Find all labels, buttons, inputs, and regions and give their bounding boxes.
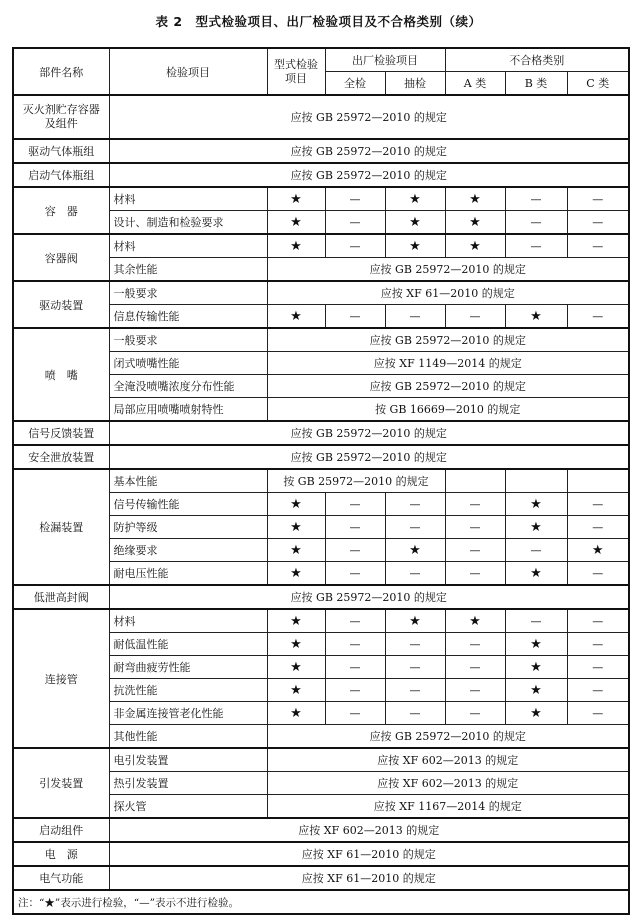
span-cell: 应按 GB 25972—2010 的规定	[267, 258, 629, 282]
mark: ★	[385, 609, 445, 633]
part-name: 启动气体瓶组	[13, 163, 109, 187]
mark: ★	[267, 305, 325, 329]
part-name: 电 源	[13, 842, 109, 866]
mark: —	[385, 516, 445, 539]
mark: —	[505, 539, 567, 562]
mark: ★	[505, 305, 567, 329]
item-name: 探火管	[109, 795, 267, 819]
mark: —	[325, 493, 385, 516]
mark: —	[325, 305, 385, 329]
part-name: 电气功能	[13, 866, 109, 890]
part-name: 引发装置	[13, 748, 109, 818]
item-name: 材料	[109, 234, 267, 258]
mark: ★	[267, 679, 325, 702]
mark: —	[505, 609, 567, 633]
item-name: 抗洗性能	[109, 679, 267, 702]
mark: ★	[267, 656, 325, 679]
item-name: 信息传输性能	[109, 305, 267, 329]
mark: ★	[505, 702, 567, 725]
item-name: 材料	[109, 609, 267, 633]
mark: ★	[445, 609, 505, 633]
mark: ★	[505, 493, 567, 516]
item-name: 防护等级	[109, 516, 267, 539]
mark: ★	[385, 234, 445, 258]
item-name: 其他性能	[109, 725, 267, 749]
mark: —	[325, 609, 385, 633]
mark: —	[325, 211, 385, 235]
mark: —	[445, 305, 505, 329]
span-cell: 应按 GB 25972—2010 的规定	[267, 725, 629, 749]
mark: —	[567, 656, 629, 679]
span-cell: 应按 GB 25972—2010 的规定	[267, 375, 629, 398]
item-name: 设计、制造和检验要求	[109, 211, 267, 235]
span-cell: 应按 GB 25972—2010 的规定	[109, 139, 629, 163]
mark: —	[385, 633, 445, 656]
mark: —	[567, 562, 629, 586]
mark: —	[445, 633, 505, 656]
mark: —	[445, 679, 505, 702]
header-class-c: C 类	[567, 72, 629, 96]
part-name: 驱动装置	[13, 281, 109, 328]
span-cell: 按 GB 16669—2010 的规定	[267, 398, 629, 422]
mark: ★	[267, 211, 325, 235]
mark: —	[505, 234, 567, 258]
item-name: 局部应用喷嘴喷射特性	[109, 398, 267, 422]
table-title: 表 2 型式检验项目、出厂检验项目及不合格类别（续）	[155, 14, 482, 29]
header-full: 全检	[325, 72, 385, 96]
header-class-a: A 类	[445, 72, 505, 96]
mark: ★	[267, 633, 325, 656]
part-name: 低泄高封阀	[13, 585, 109, 609]
part-name: 容 器	[13, 187, 109, 234]
table-row	[13, 445, 629, 469]
span-cell: 应按 XF 602—2013 的规定	[267, 772, 629, 795]
mark: —	[505, 211, 567, 235]
span-cell: 应按 GB 25972—2010 的规定	[109, 95, 629, 139]
item-name: 其余性能	[109, 258, 267, 282]
part-name: 驱动气体瓶组	[13, 139, 109, 163]
mark: —	[325, 516, 385, 539]
empty-cell	[445, 469, 505, 493]
mark: ★	[505, 516, 567, 539]
mark: ★	[267, 702, 325, 725]
mark: ★	[267, 562, 325, 586]
item-name: 闭式喷嘴性能	[109, 352, 267, 375]
mark: —	[385, 679, 445, 702]
span-cell: 应按 XF 61—2010 的规定	[109, 842, 629, 866]
item-name: 信号传输性能	[109, 493, 267, 516]
part-name: 连接管	[13, 609, 109, 748]
table-row	[13, 421, 629, 445]
item-name: 绝缘要求	[109, 539, 267, 562]
mark: —	[567, 702, 629, 725]
mark: —	[567, 633, 629, 656]
item-name: 材料	[109, 187, 267, 211]
part-name: 灭火剂贮存容器及组件	[13, 95, 109, 139]
header-type-test	[267, 48, 325, 95]
mark: ★	[505, 562, 567, 586]
mark: —	[567, 679, 629, 702]
span-cell: 应按 XF 602—2013 的规定	[267, 748, 629, 772]
span-cell: 应按 XF 61—2010 的规定	[267, 281, 629, 305]
mark: ★	[505, 656, 567, 679]
mark: —	[325, 539, 385, 562]
table-row	[13, 163, 629, 187]
item-name: 基本性能	[109, 469, 267, 493]
table-row	[13, 818, 629, 842]
mark: —	[325, 702, 385, 725]
mark: —	[567, 609, 629, 633]
mark: —	[445, 702, 505, 725]
table-row	[13, 328, 629, 352]
mark: —	[325, 234, 385, 258]
mark: ★	[267, 516, 325, 539]
span-cell: 按 GB 25972—2010 的规定	[267, 469, 445, 493]
item-name: 热引发装置	[109, 772, 267, 795]
mark: ★	[385, 539, 445, 562]
mark: ★	[267, 234, 325, 258]
span-cell: 应按 GB 25972—2010 的规定	[109, 163, 629, 187]
mark: —	[445, 516, 505, 539]
mark: —	[567, 493, 629, 516]
mark: —	[567, 234, 629, 258]
table-row	[13, 585, 629, 609]
table-note: 注：“★”表示进行检验，“—”表示不进行检验。	[13, 890, 629, 914]
table-row	[13, 281, 629, 305]
part-name: 信号反馈装置	[13, 421, 109, 445]
part-name: 启动组件	[13, 818, 109, 842]
item-name: 耐电压性能	[109, 562, 267, 586]
item-name: 一般要求	[109, 328, 267, 352]
span-cell: 应按 XF 602—2013 的规定	[109, 818, 629, 842]
header-row-1	[13, 48, 629, 72]
table-row	[13, 187, 629, 211]
mark: ★	[385, 187, 445, 211]
span-cell: 应按 GB 25972—2010 的规定	[267, 328, 629, 352]
header-factory: 出厂检验项目	[325, 48, 445, 72]
header-part: 部件名称	[13, 48, 109, 95]
part-name: 检漏装置	[13, 469, 109, 585]
item-name: 耐低温性能	[109, 633, 267, 656]
span-cell: 应按 XF 1149—2014 的规定	[267, 352, 629, 375]
header-nonconformity: 不合格类别	[445, 48, 629, 72]
mark: ★	[445, 234, 505, 258]
table-note-row	[13, 890, 629, 914]
item-name: 电引发装置	[109, 748, 267, 772]
mark: ★	[267, 493, 325, 516]
mark: ★	[385, 211, 445, 235]
mark: —	[385, 493, 445, 516]
mark: —	[385, 562, 445, 586]
empty-cell	[505, 469, 567, 493]
mark: ★	[267, 539, 325, 562]
table-row	[13, 139, 629, 163]
header-class-b: B 类	[505, 72, 567, 96]
item-name: 耐弯曲疲劳性能	[109, 656, 267, 679]
header-sample: 抽检	[385, 72, 445, 96]
item-name: 一般要求	[109, 281, 267, 305]
mark: —	[325, 633, 385, 656]
mark: —	[325, 679, 385, 702]
part-name: 容器阀	[13, 234, 109, 281]
mark: —	[505, 187, 567, 211]
table-row	[13, 842, 629, 866]
mark: —	[567, 305, 629, 329]
empty-cell	[567, 469, 629, 493]
span-cell: 应按 GB 25972—2010 的规定	[109, 445, 629, 469]
mark: ★	[567, 539, 629, 562]
mark: —	[567, 187, 629, 211]
mark: —	[325, 562, 385, 586]
span-cell: 应按 GB 25972—2010 的规定	[109, 585, 629, 609]
mark: —	[445, 562, 505, 586]
span-cell: 应按 GB 25972—2010 的规定	[109, 421, 629, 445]
part-name: 喷 嘴	[13, 328, 109, 421]
mark: —	[385, 305, 445, 329]
table-row	[13, 234, 629, 258]
inspection-table	[12, 47, 630, 915]
mark: —	[567, 516, 629, 539]
item-name: 全淹没喷嘴浓度分布性能	[109, 375, 267, 398]
span-cell: 应按 XF 1167—2014 的规定	[267, 795, 629, 819]
mark: —	[445, 539, 505, 562]
mark: —	[445, 656, 505, 679]
header-item: 检验项目	[109, 48, 267, 95]
mark: —	[325, 187, 385, 211]
table-row	[13, 469, 629, 493]
mark: ★	[267, 187, 325, 211]
mark: —	[567, 211, 629, 235]
mark: ★	[505, 633, 567, 656]
mark: ★	[445, 211, 505, 235]
table-row	[13, 95, 629, 139]
mark: —	[385, 702, 445, 725]
table-row	[13, 866, 629, 890]
mark: ★	[267, 609, 325, 633]
span-cell: 应按 XF 61—2010 的规定	[109, 866, 629, 890]
item-name: 非金属连接管老化性能	[109, 702, 267, 725]
mark: —	[445, 493, 505, 516]
mark: —	[385, 656, 445, 679]
mark: ★	[445, 187, 505, 211]
mark: ★	[505, 679, 567, 702]
mark: —	[325, 656, 385, 679]
header-type-test-label: 型式检验 项目	[274, 57, 318, 85]
table-row	[13, 609, 629, 633]
table-row	[13, 748, 629, 772]
part-name: 安全泄放装置	[13, 445, 109, 469]
